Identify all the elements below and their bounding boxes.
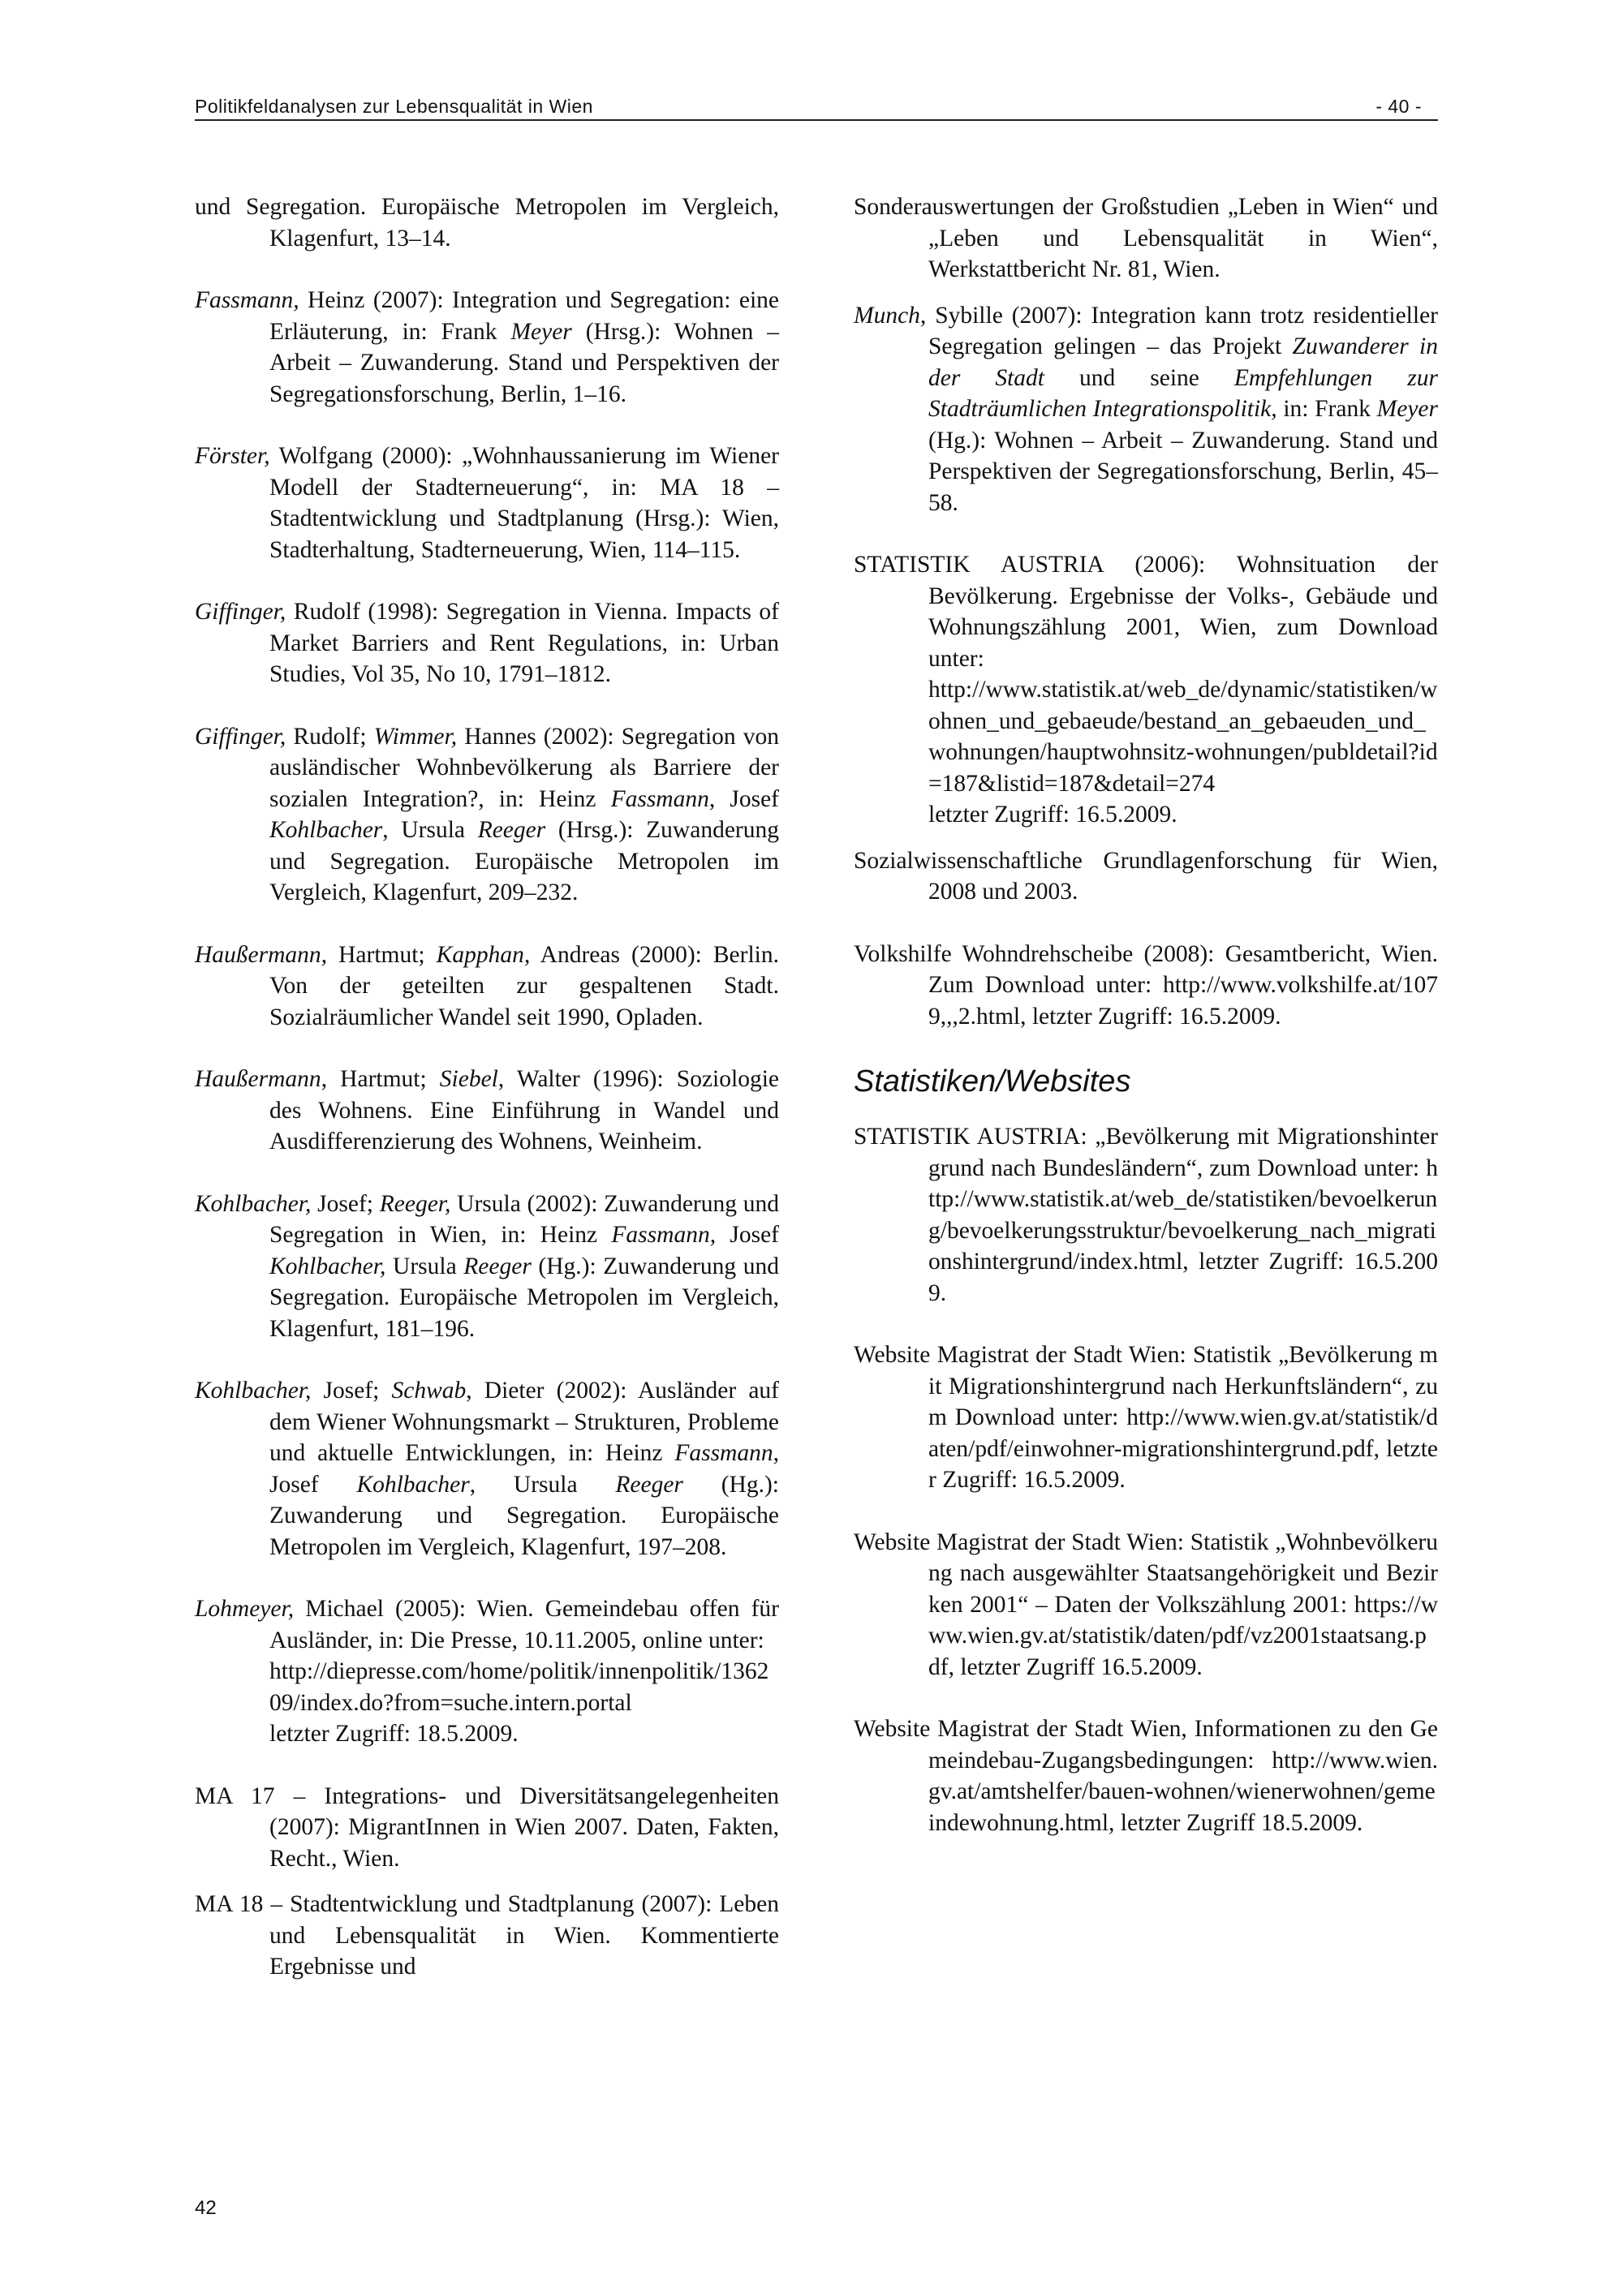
reference-entry — [195, 191, 779, 254]
header-title: Politikfeldanalysen zur Lebensqualität in Wien — [195, 96, 593, 117]
author-name: Kapphan, — [436, 941, 531, 968]
reference-text: Andreas (2000): Berlin. Von der geteilten zur gespaltenen Stadt. Sozialräumlicher Wandel seit 1990, Opladen. — [269, 941, 779, 1030]
reference-text: STATISTIK AUSTRIA: „Bevölkerung mit Migrationshintergrund nach Bundesländern“, zum Download unter: http://www.statistik.at/web_de/statistiken/bevoelkerung/bevoelkerungsstruktur/bevoelkerung_nach_migrationshintergrund/index.html, letzter Zugriff: 16.5.2009. — [854, 1124, 1438, 1306]
reference-access-date: letzter Zugriff: 18.5.2009. — [269, 1721, 519, 1747]
reference-entry — [854, 845, 1438, 908]
reference-entry — [854, 1713, 1438, 1838]
reference-text: Website Magistrat der Stadt Wien: Statistik „Bevölkerung mit Migrationshintergrund nach Herkunftsländern“, zum Download unter: http://www.wien.gv.at/statistik/daten/pdf/einwohner-migrationshintergrund.pdf, letzter Zugriff: 16.5.2009. — [854, 1342, 1438, 1493]
reference-entry — [195, 1189, 779, 1345]
reference-text: Ursula (2002): Zuwanderung und Segregation in Wien, in: Heinz — [269, 1190, 779, 1248]
reference-entry — [854, 939, 1438, 1033]
reference-entry — [195, 596, 779, 690]
author-name: Kohlbacher — [356, 1471, 470, 1498]
reference-text: und Segregation. Europäische Metropolen im Vergleich, Klagenfurt, 13–14. — [195, 194, 779, 252]
reference-entry — [195, 1375, 779, 1563]
author-name: Meyer — [510, 318, 572, 345]
reference-entry — [195, 1593, 779, 1750]
author-name: Schwab — [391, 1378, 467, 1404]
reference-text: Josef — [716, 1222, 779, 1248]
reference-text: , Ursula — [469, 1471, 616, 1498]
author-name: Kohlbacher, — [269, 1253, 386, 1279]
author-name: Fassmann, — [195, 287, 299, 313]
reference-entry — [854, 300, 1438, 519]
reference-entry — [854, 549, 1438, 831]
author-name: Kohlbacher, — [195, 1190, 312, 1217]
reference-entry — [854, 1527, 1438, 1683]
reference-text: Volkshilfe Wohndrehscheibe (2008): Gesamtbericht, Wien. Zum Download unter: http://www.volkshilfe.at/1079,,,2.html, letzter Zugriff: 16.5.2009. — [854, 940, 1438, 1030]
reference-text: (Hg.): Zuwanderung und Segregation. Europäische Metropolen im Vergleich, Klagenfurt, 181–196. — [269, 1253, 779, 1342]
author-name: Reeger — [615, 1471, 683, 1498]
reference-text: Josef; — [311, 1378, 392, 1404]
author-name: Fassmann, — [611, 1222, 717, 1248]
author-name: Reeger, — [379, 1190, 451, 1217]
reference-text: Website Magistrat der Stadt Wien, Informationen zu den Gemeindebau-Zugangsbedingungen: http://www.wien.gv.at/amtshelfer/bauen-wohnen/wienerwohnen/gemeindewohnung.html, letzter Zugriff 18.5.2009. — [854, 1716, 1438, 1836]
reference-title-italic: Zuwanderer in der Stadt — [928, 333, 1438, 391]
section-heading: Statistiken/Websites — [854, 1064, 1131, 1099]
reference-text: , Ursula — [382, 817, 478, 843]
author-name: Meyer — [1376, 396, 1438, 422]
reference-entry — [195, 441, 779, 565]
reference-text: in: Frank — [1276, 396, 1377, 422]
reference-text: Heinz (2007): Integration und Segregation: eine Erläuterung, in: Frank — [269, 287, 779, 345]
reference-text: MA 18 – Stadtentwicklung und Stadtplanung (2007): Leben und Lebensqualität in Wien. Kommentierte Ergebnisse und — [195, 1891, 779, 1980]
reference-text: Rudolf; — [286, 723, 374, 750]
header-page-label: - 40 - — [1375, 96, 1422, 117]
reference-text: , Josef — [708, 785, 779, 812]
author-name: Reeger — [477, 817, 546, 843]
reference-text: (Hg.): Wohnen – Arbeit – Zuwanderung. Stand und Perspektiven der Segregationsforschung, Berlin, 45–58. — [928, 427, 1438, 516]
reference-text: Michael (2005): Wien. Gemeindebau offen für Ausländer, in: Die Presse, 10.11.2005, online unter: — [269, 1596, 779, 1653]
author-name: Kohlbacher, — [195, 1378, 312, 1404]
reference-text: und seine — [1044, 364, 1234, 391]
author-name: Förster, — [195, 443, 270, 469]
reference-text: (Hg.): Zuwanderung und Segregation. Europäische Metropolen im Vergleich, Klagenfurt, 197–208. — [269, 1471, 779, 1560]
author-name: Giffinger, — [195, 723, 286, 750]
reference-text: MA 17 – Integrations- und Diversitätsangelegenheiten (2007): MigrantInnen in Wien 2007. Daten, Fakten, Recht., Wien. — [195, 1782, 779, 1872]
reference-title-italic: Empfehlungen zur Stadträumlichen Integrationspolitik, — [928, 364, 1438, 422]
reference-text: STATISTIK AUSTRIA (2006): Wohnsituation der Bevölkerung. Ergebnisse der Volks-, Gebäude und Wohnungszählung 2001, Wien, zum Download unter: — [854, 552, 1438, 672]
author-name: Munch, — [854, 302, 927, 329]
reference-text: (Hrsg.): Zuwanderung und Segregation. Europäische Metropolen im Vergleich, Klagenfurt, 209–232. — [269, 817, 779, 905]
page-number: 42 — [195, 2197, 217, 2219]
author-name: Haußermann, — [195, 941, 328, 968]
reference-access-date: letzter Zugriff: 16.5.2009. — [928, 802, 1177, 828]
running-header — [195, 96, 1438, 121]
left-column — [195, 191, 779, 2014]
author-name: Giffinger, — [195, 599, 286, 625]
reference-text: Rudolf (1998): Segregation in Vienna. Impacts of Market Barriers and Rent Regulations, in: Urban Studies, Vol 35, No 10, 1791–1812. — [269, 599, 779, 687]
author-name: Fassmann — [610, 785, 709, 812]
reference-entry — [195, 1781, 779, 1875]
reference-text: Sonderauswertungen der Großstudien „Leben in Wien“ und „Leben und Lebensqualität in Wien“, Werkstattbericht Nr. 81, Wien. — [854, 194, 1438, 282]
author-name: Siebel — [439, 1066, 498, 1092]
author-name: Reeger — [463, 1253, 532, 1279]
reference-text: , Hartmut; — [321, 1066, 440, 1092]
author-name: Fassmann — [674, 1440, 773, 1466]
author-name: Lohmeyer, — [195, 1596, 295, 1622]
reference-text: , Josef — [269, 1440, 779, 1498]
reference-entry — [195, 721, 779, 909]
reference-entry — [195, 285, 779, 410]
author-name: Kohlbacher — [269, 817, 383, 843]
reference-text: Ursula — [385, 1253, 464, 1279]
reference-text: Hannes (2002): Segregation von ausländischer Wohnbevölkerung als Barriere der sozialen Integration?, in: Heinz — [269, 723, 779, 812]
reference-text: , Walter (1996): Soziologie des Wohnens. Eine Einführung in Wandel und Ausdifferenzierung des Wohnens, Weinheim. — [269, 1066, 779, 1154]
reference-text: Sybille (2007): Integration kann trotz residentieller Segregation gelingen – das Projekt — [926, 302, 1438, 359]
reference-url[interactable]: http://www.statistik.at/web_de/dynamic/statistiken/wohnen_und_gebaeude/bestand_an_gebaeuden_und_wohnungen/hauptwohnsitz-wohnungen/publdetail?id=187&listid=187&detail=274 — [928, 677, 1438, 797]
reference-text: (Hrsg.): Wohnen – Arbeit – Zuwanderung. Stand und Perspektiven der Segregationsforschung, Berlin, 1–16. — [269, 318, 779, 407]
reference-text: Sozialwissenschaftliche Grundlagenforschung für Wien, 2008 und 2003. — [854, 847, 1438, 905]
author-name: Wimmer, — [373, 723, 458, 750]
reference-entry — [854, 191, 1438, 286]
reference-text: Hartmut; — [327, 941, 437, 968]
reference-entry — [195, 1889, 779, 1983]
reference-text: , Dieter (2002): Ausländer auf dem Wiener Wohnungsmarkt – Strukturen, Probleme und aktuelle Entwicklungen, in: Heinz — [269, 1378, 779, 1466]
reference-url[interactable]: http://diepresse.com/home/politik/innenpolitik/136209/index.do?from=suche.intern.portal — [269, 1658, 769, 1716]
reference-entry — [195, 1064, 779, 1158]
reference-text: Josef; — [311, 1190, 380, 1217]
reference-entry — [195, 939, 779, 1034]
reference-text: Wolfgang (2000): „Wohnhaussanierung im Wiener Modell der Stadterneuerung“, in: MA 18 – Stadtentwicklung und Stadtplanung (Hrsg.): Wien, Stadterhaltung, Stadterneuerung, Wien, 114–115. — [269, 443, 779, 563]
reference-entry — [854, 1121, 1438, 1309]
author-name: Haußermann — [195, 1066, 321, 1092]
right-column — [854, 191, 1438, 1869]
reference-entry — [854, 1339, 1438, 1496]
reference-text: Website Magistrat der Stadt Wien: Statistik „Wohnbevölkerung nach ausgewählter Staatsangehörigkeit und Bezirken 2001“ – Daten der Volkszählung 2001: https://www.wien.gv.at/statistik/daten/pdf/vz2001staatsang.pdf, letzter Zugriff 16.5.2009. — [854, 1529, 1438, 1680]
